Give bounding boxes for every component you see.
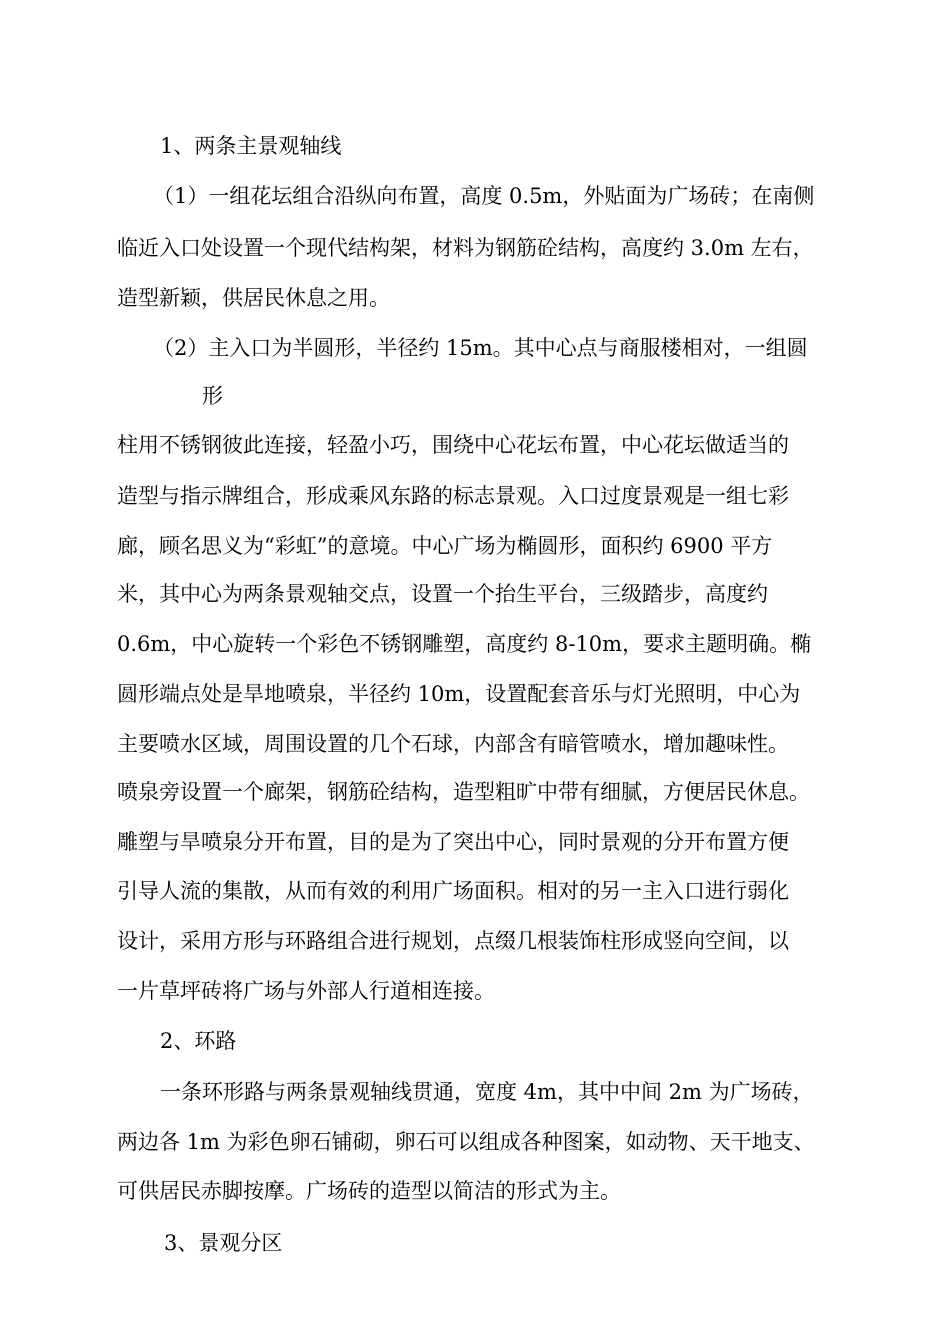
- paragraph-line: 圆形端点处是旱地喷泉，半径约 10m，设置配套音乐与灯光照明，中心为: [117, 682, 801, 706]
- paragraph-line: （1）一组花坛组合沿纵向布置，高度 0.5m，外贴面为广场砖；在南侧: [153, 184, 815, 208]
- paragraph-line: 主要喷水区域，周围设置的几个石球，内部含有暗管喷水，增加趣味性。: [117, 732, 789, 756]
- paragraph-line: （2）主入口为半圆形，半径约 15m。其中心点与商服楼相对，一组圆: [153, 336, 808, 360]
- section-heading-ring-road: 2、环路: [160, 1029, 237, 1053]
- paragraph-line: 雕塑与旱喷泉分开布置，目的是为了突出中心，同时景观的分开布置方便: [117, 830, 789, 854]
- section-heading-axes: 1、两条主景观轴线: [160, 134, 342, 158]
- section-heading-landscape-zones: 3、景观分区: [164, 1231, 283, 1255]
- paragraph-line: 设计，采用方形与环路组合进行规划，点缀几根装饰柱形成竖向空间，以: [117, 929, 789, 953]
- paragraph-line: 一条环形路与两条景观轴线贯通，宽度 4m，其中中间 2m 为广场砖，: [160, 1080, 814, 1104]
- paragraph-line: 引导人流的集散，从而有效的利用广场面积。相对的另一主入口进行弱化: [117, 879, 789, 903]
- paragraph-line: 廊，顾名思义为“彩虹”的意境。中心广场为椭圆形，面积约 6900 平方: [117, 534, 773, 558]
- paragraph-line: 可供居民赤脚按摩。广场砖的造型以简洁的形式为主。: [117, 1179, 621, 1203]
- paragraph-line: 米，其中心为两条景观轴交点，设置一个抬生平台，三级踏步，高度约: [117, 582, 768, 606]
- paragraph-line: 柱用不锈钢彼此连接，轻盈小巧，围绕中心花坛布置，中心花坛做适当的: [117, 433, 789, 457]
- paragraph-line: 一片草坪砖将广场与外部人行道相连接。: [117, 979, 495, 1003]
- paragraph-line: 形: [202, 384, 223, 408]
- paragraph-line: 喷泉旁设置一个廊架，钢筋砼结构，造型粗旷中带有细腻，方便居民休息。: [117, 780, 810, 804]
- paragraph-line: 两边各 1m 为彩色卵石铺砌，卵石可以组成各种图案，如动物、天干地支、: [117, 1130, 815, 1154]
- paragraph-line: 临近入口处设置一个现代结构架，材料为钢筋砼结构，高度约 3.0m 左右，: [117, 236, 814, 260]
- paragraph-line: 0.6m，中心旋转一个彩色不锈钢雕塑，高度约 8-10m，要求主题明确。椭: [117, 632, 812, 656]
- paragraph-line: 造型新颖，供居民休息之用。: [117, 286, 390, 310]
- paragraph-line: 造型与指示牌组合，形成乘风东路的标志景观。入口过度景观是一组七彩: [117, 484, 789, 508]
